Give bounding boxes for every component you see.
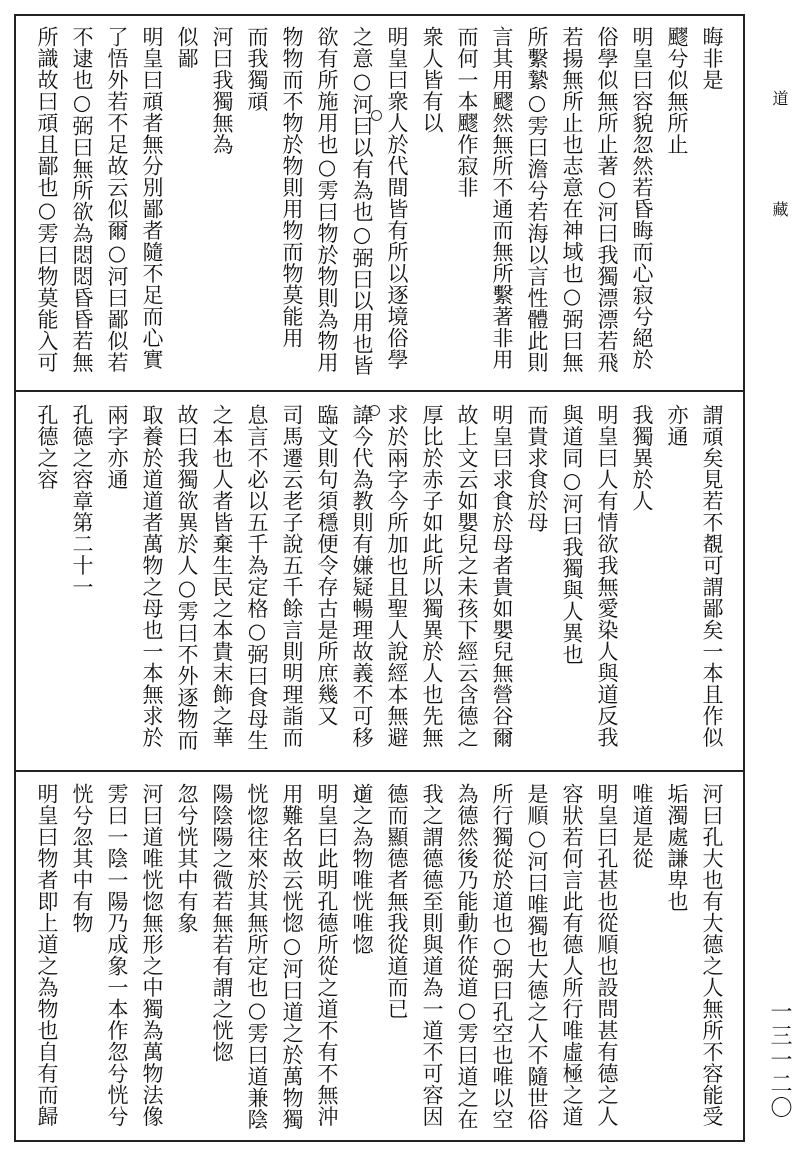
text-column: 欲有所施用也○雱曰物於物則為物用 xyxy=(315,26,339,373)
text-column: 而何一本飂作寂非 xyxy=(455,26,479,198)
text-column: 亦通 xyxy=(665,404,689,447)
text-column: 明皇曰此明孔德所從之道不有不無沖 xyxy=(315,783,339,1127)
text-column: 明皇曰物者即上道之為物也自有而歸 xyxy=(35,783,59,1127)
text-column: 謂頑矣見若不覩可謂鄙矣一本且作似 xyxy=(700,404,724,748)
text-column: 為德然後乃能動作從道○雱曰道之在 xyxy=(455,783,479,1130)
text-column: 河曰道唯恍惚無形之中獨為萬物法像 xyxy=(140,783,164,1127)
register-divider xyxy=(14,390,745,392)
text-column: 唯道是從 xyxy=(630,783,654,869)
text-column: 故曰我獨欲異於人○雱曰不外逐物而 xyxy=(175,404,199,751)
text-column: 故上文云如嬰兒之未孩下經云含德之 xyxy=(455,404,479,748)
text-column: 孔德之容 xyxy=(35,404,59,490)
text-column: 求於兩字今所加也且聖人說經本無避 xyxy=(385,404,409,748)
text-column: 之本也人者皆棄生民之本貴末飾之華 xyxy=(210,404,234,748)
page-number: 一三一二〇 xyxy=(767,1000,792,1120)
text-column: 所識故曰頑且鄙也○雱曰物莫能入可 xyxy=(35,26,59,373)
text-column: 是順○河曰唯獨也大德之人不隨世俗 xyxy=(525,783,549,1130)
text-column: 我之謂德德至則與道為一道不可容因 xyxy=(420,783,444,1127)
text-column: 俗學似無所止著○河曰我獨漂漂若飛 xyxy=(595,26,619,373)
text-column: 取養於道道者萬物之母也一本無求於 xyxy=(140,404,164,748)
text-column: 晦非是 xyxy=(700,26,724,91)
text-column: 容狀若何言此有德人所行唯虛極之道 xyxy=(560,783,584,1127)
text-register xyxy=(14,783,745,1133)
text-column: 似鄙 xyxy=(175,26,199,69)
text-column: 了悟外若不足故云似爾○河曰鄙似若 xyxy=(105,26,129,373)
text-column: 用難名故云恍惚○河曰道之於萬物獨 xyxy=(280,783,304,1130)
text-column: 明皇曰容貌忽然若昏晦而心寂兮絕於 xyxy=(630,26,654,370)
text-column: 息言不必以五千為定格○弼曰食母生 xyxy=(245,404,269,751)
text-column: 厚比於赤子如此所以獨異於人也先無 xyxy=(420,404,444,748)
text-register xyxy=(14,404,745,754)
text-column: 而貴求食於母 xyxy=(525,404,549,533)
text-column: 雱曰一陰一陽乃成象一本作忽兮恍兮 xyxy=(105,783,129,1127)
text-column: 衆人皆有以 xyxy=(420,26,444,134)
text-column: 明皇曰求食於母者貴如嬰兒無營谷爾 xyxy=(490,404,514,748)
text-column: 河曰我獨無為 xyxy=(210,26,234,155)
text-column: 與道同○河曰我獨與人異也 xyxy=(560,404,584,665)
text-column: 兩字亦通 xyxy=(105,404,129,490)
text-column: 物物而不物於物則用物而物莫能用 xyxy=(280,26,304,349)
text-column: 恍兮忽其中有物 xyxy=(70,783,94,934)
text-column: 忽兮恍其中有象 xyxy=(175,783,199,934)
text-column: 垢濁處謙卑也 xyxy=(665,783,689,912)
text-column: 德而顯德者無我從道而已 xyxy=(385,783,409,1020)
text-column: 陽陰陽之微若無若有謂之恍惚 xyxy=(210,783,234,1063)
text-column: 之意○河曰以有為也○弼曰以用也皆 xyxy=(350,26,374,376)
text-column: 我獨異於人 xyxy=(630,404,654,512)
text-column: 飂兮似無所止 xyxy=(665,26,689,155)
text-column: 河曰孔大也有大德之人無所不容能受 xyxy=(700,783,724,1127)
text-column: 若揚無所止也志意在神域也○弼曰無 xyxy=(560,26,584,373)
text-column: 明皇曰頑者無分別鄙者隨不足而心實 xyxy=(140,26,164,370)
text-column: 恍惚往來於其無所定也○雱曰道兼陰 xyxy=(245,783,269,1130)
text-column: 孔德之容章第二十一 xyxy=(70,404,94,598)
text-column: 言其用飂然無所不通而無所繫著非用 xyxy=(490,26,514,370)
text-register xyxy=(14,26,745,376)
text-column: 明皇曰孔甚也從順也設問甚有德之人 xyxy=(595,783,619,1127)
text-column: 不逮也○弼曰無所欲為悶悶昏昏若無 xyxy=(70,26,94,373)
register-divider xyxy=(14,770,745,772)
text-column: 臨文則句須穩便令存古是所庶幾又 xyxy=(315,404,339,727)
text-column: 所行獨從於道也○弼曰孔空也唯以空 xyxy=(490,783,514,1130)
margin-title: 道 藏 xyxy=(770,90,789,255)
text-column: 諱今代為教則有嫌疑暢理故義不可移 xyxy=(350,404,374,748)
text-column: 司馬遷云老子說五千餘言則明理詣而 xyxy=(280,404,304,748)
text-column: 道之為物唯恍唯惚 xyxy=(350,783,374,955)
text-column: 而我獨頑 xyxy=(245,26,269,112)
text-column: 所繫縶○雱曰澹兮若海以言性體此則 xyxy=(525,26,549,373)
text-column: 明皇曰人有情欲我無愛染人與道反我 xyxy=(595,404,619,748)
text-column: 明皇曰衆人於代間皆有所以逐境俗學 xyxy=(385,26,409,370)
